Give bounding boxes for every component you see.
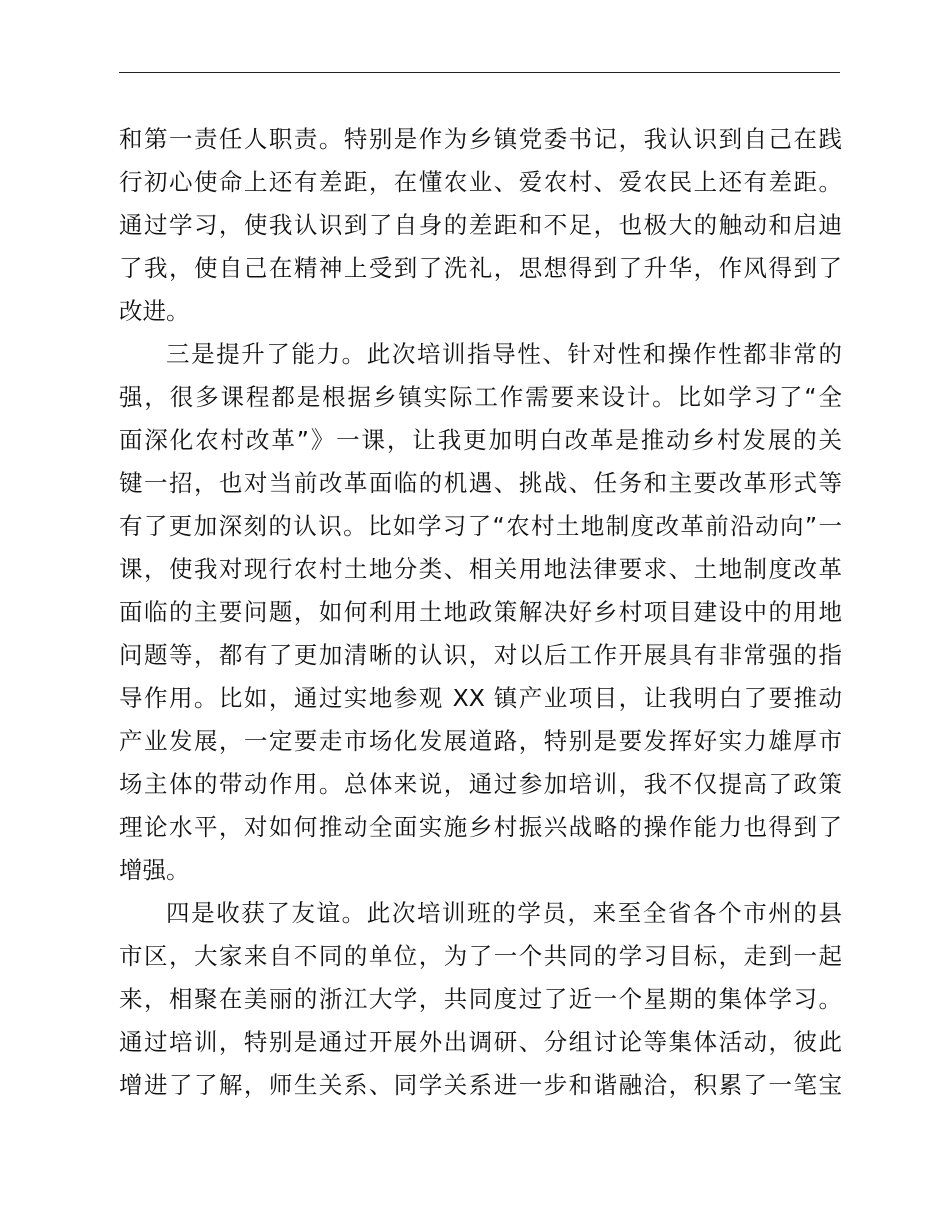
text-line: 市区，大家来自不同的单位，为了一个共同的学习目标，走到一起 — [119, 942, 842, 970]
text-line: 改进。 — [119, 297, 190, 325]
text-line: 有了更加深刻的认识。比如学习了“农村土地制度改革前沿动向”一 — [119, 512, 842, 540]
text-line: 导作用。比如，通过实地参观 XX 镇产业项目，让我明白了要推动 — [119, 684, 842, 712]
body-text — [119, 118, 842, 1107]
header-divider — [119, 72, 840, 73]
text-line: 来，相聚在美丽的浙江大学，共同度过了近一个星期的集体学习。 — [119, 985, 842, 1013]
text-line: 面深化农村改革”》一课，让我更加明白改革是推动乡村发展的关 — [119, 426, 842, 454]
text-line: 课，使我对现行农村土地分类、相关用地法律要求、土地制度改革 — [119, 555, 842, 583]
text-line: 通过学习，使我认识到了自身的差距和不足，也极大的触动和启迪 — [119, 211, 842, 239]
paragraph-start-line: 三是提升了能力。此次培训指导性、针对性和操作性都非常的 — [166, 340, 842, 368]
paragraph-start-line: 四是收获了友谊。此次培训班的学员，来至全省各个市州的县 — [166, 899, 842, 927]
text-line: 了我，使自己在精神上受到了洗礼，思想得到了升华，作风得到了 — [119, 254, 842, 282]
text-line: 强，很多课程都是根据乡镇实际工作需要来设计。比如学习了“全 — [119, 383, 842, 411]
text-line: 场主体的带动作用。总体来说，通过参加培训，我不仅提高了政策 — [119, 770, 842, 798]
text-line: 行初心使命上还有差距，在懂农业、爱农村、爱农民上还有差距。 — [119, 168, 842, 196]
text-line: 问题等，都有了更加清晰的认识，对以后工作开展具有非常强的指 — [119, 641, 842, 669]
text-line: 增进了了解，师生关系、同学关系进一步和谐融洽，积累了一笔宝 — [119, 1071, 842, 1099]
text-line: 理论水平，对如何推动全面实施乡村振兴战略的操作能力也得到了 — [119, 813, 842, 841]
text-line: 键一招，也对当前改革面临的机遇、挑战、任务和主要改革形式等 — [119, 469, 842, 497]
text-line: 增强。 — [119, 856, 190, 884]
text-line: 产业发展，一定要走市场化发展道路，特别是要发挥好实力雄厚市 — [119, 727, 842, 755]
text-line: 面临的主要问题，如何利用土地政策解决好乡村项目建设中的用地 — [119, 598, 842, 626]
text-line: 通过培训，特别是通过开展外出调研、分组讨论等集体活动，彼此 — [119, 1028, 842, 1056]
text-line: 和第一责任人职责。特别是作为乡镇党委书记，我认识到自己在践 — [119, 125, 842, 153]
